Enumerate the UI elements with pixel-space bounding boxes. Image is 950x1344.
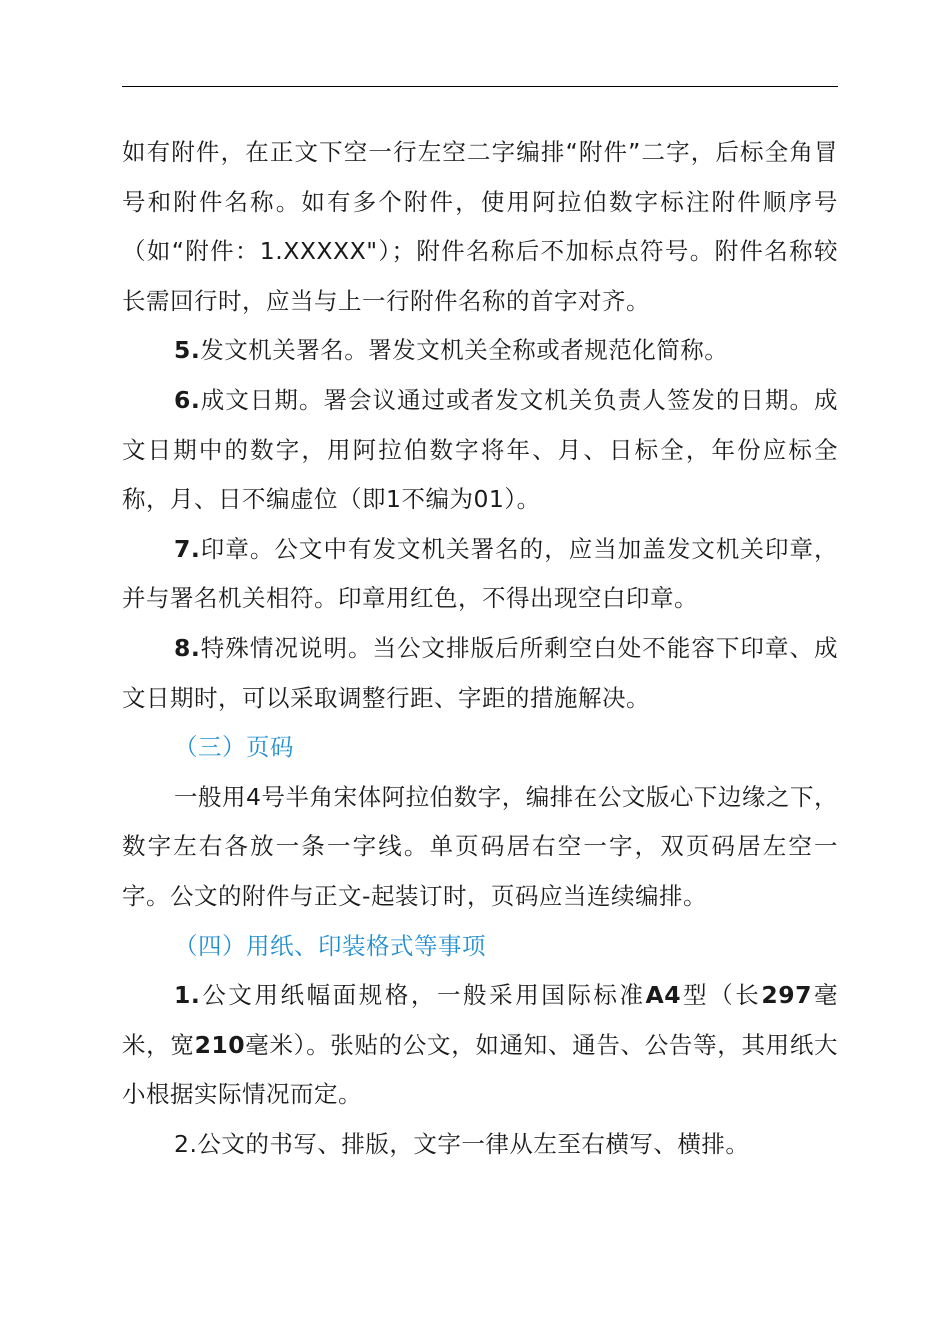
paper-standard: A4 bbox=[645, 981, 682, 1010]
paragraph-text: 毫米）。张贴的公文，如通知、通告、公告等，其用纸大小根据实际情况而定。 bbox=[122, 1030, 839, 1109]
paragraph-special-cases bbox=[122, 624, 838, 723]
paragraph-attachment: 如有附件，在正文下空一行左空二字编排“附件”二字，后标全角冒号和附件名称。如有多个附件，使用阿拉伯数字标注附件顺序号（如“附件：1.XXXXX"）；附件名称后不加标点符号。附件名称较长需回行时，应当与上一行附件名称的首字对齐。 bbox=[122, 138, 838, 315]
paragraph-page-number: 一般用4号半角宋体阿拉伯数字，编排在公文版心下边缘之下，数字左右各放一条一字线。单页码居右空一字，双页码居左空一字。公文的附件与正文-起装订时，页码应当连续编排。 bbox=[122, 782, 838, 910]
paper-width: 210 bbox=[194, 1030, 246, 1059]
paragraph-writing-direction: 2.公文的书写、排版，文字一律从左至右横写、横排。 bbox=[174, 1129, 750, 1158]
paragraph-text: 特殊情况说明。当公文排版后所剩空白处不能容下印章、成文日期时，可以采取调整行距、字距的措施解决。 bbox=[122, 633, 838, 712]
paragraph-paper-size bbox=[122, 971, 838, 1120]
section-heading-paper-format: （四）用纸、印装格式等事项 bbox=[174, 931, 486, 960]
paragraph-text: 型（长 bbox=[681, 981, 762, 1010]
item-number: 6. bbox=[174, 385, 201, 414]
paragraph-text: 毫米，宽 bbox=[122, 981, 839, 1059]
document-body bbox=[122, 128, 838, 1169]
section-heading-page-number: （三）页码 bbox=[174, 733, 294, 762]
paragraph-seal bbox=[122, 525, 838, 624]
paper-length: 297 bbox=[761, 981, 812, 1010]
item-number: 5. bbox=[174, 336, 201, 365]
paragraph-date bbox=[122, 376, 838, 525]
item-number: 8. bbox=[174, 633, 201, 662]
paragraph-text: 成文日期。署会议通过或者发文机关负责人签发的日期。成文日期中的数字，用阿拉伯数字将年、月、日标全，年份应标全称，月、日不编虚位（即1不编为01）。 bbox=[122, 385, 838, 514]
paragraph-text: 公文用纸幅面规格，一般采用国际标准 bbox=[200, 981, 646, 1010]
item-number: 7. bbox=[174, 534, 201, 563]
header-rule bbox=[122, 86, 838, 87]
paragraph-signature bbox=[122, 326, 838, 376]
paragraph-text: 印章。公文中有发文机关署名的，应当加盖发文机关印章，并与署名机关相符。印章用红色，不得出现空白印章。 bbox=[122, 534, 838, 613]
paragraph-text: 发文机关署名。署发文机关全称或者规范化简称。 bbox=[200, 336, 729, 365]
item-number: 1. bbox=[174, 981, 201, 1010]
